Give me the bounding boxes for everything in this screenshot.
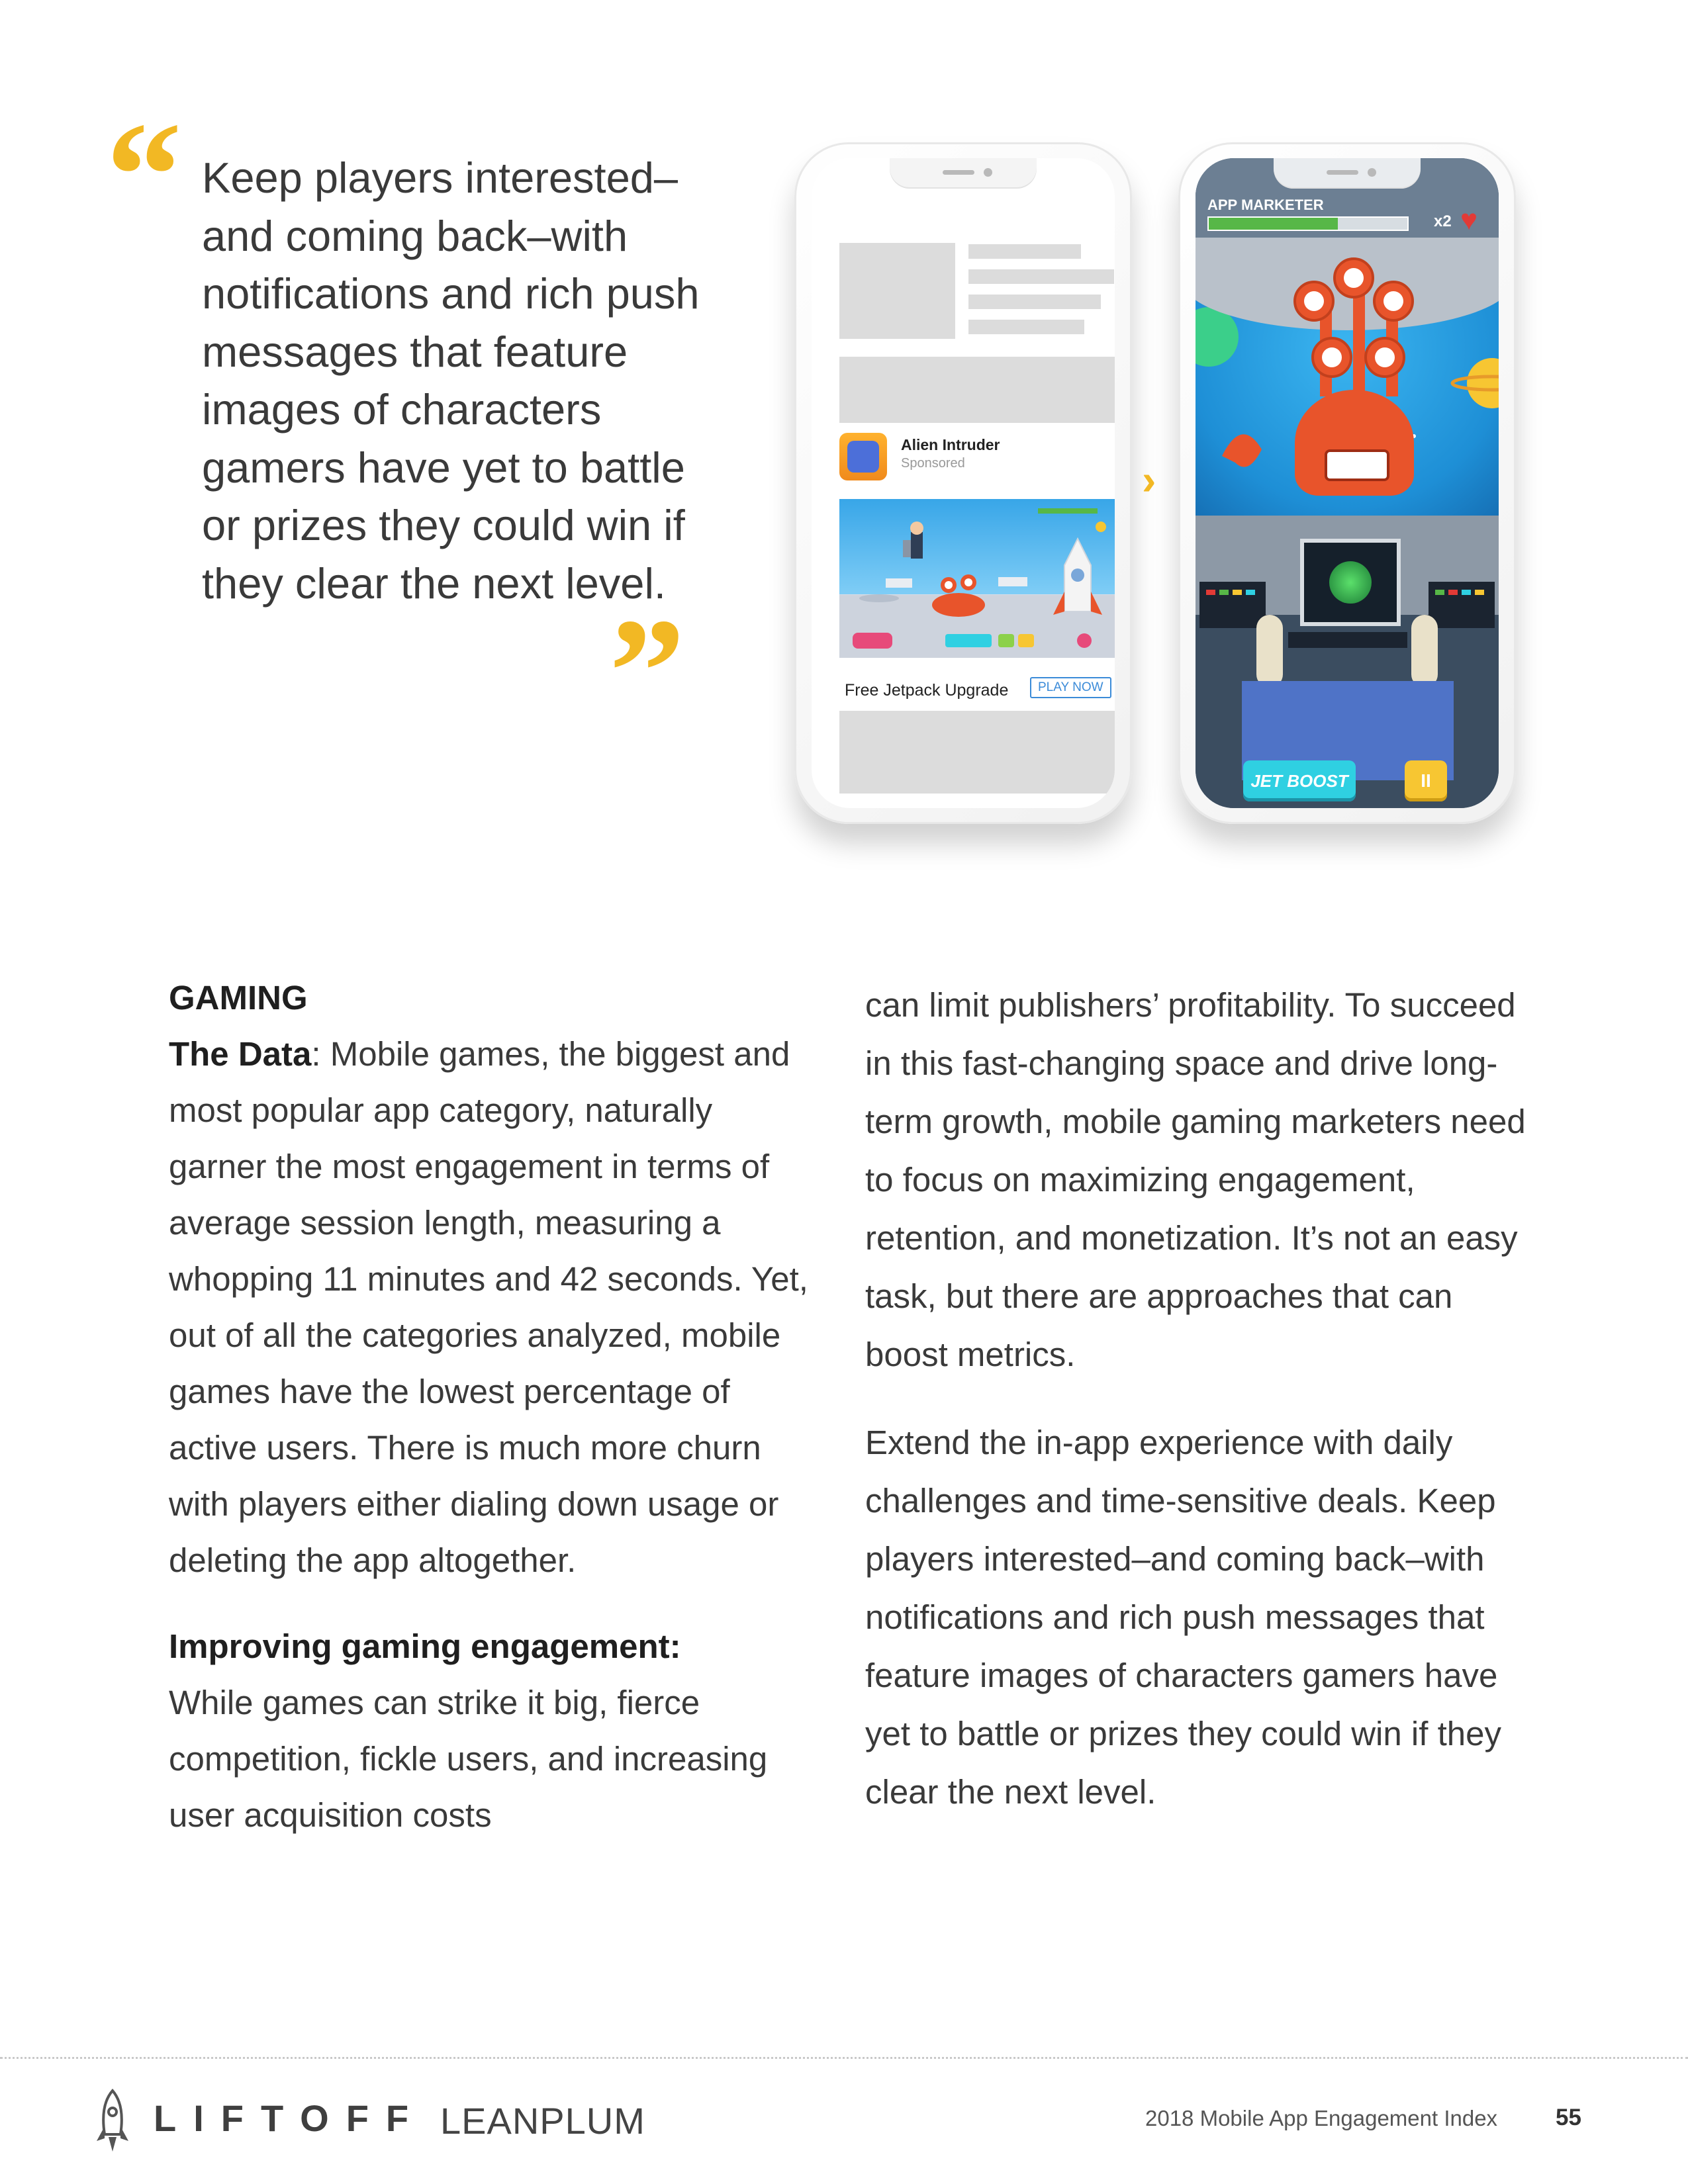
data-lead: The Data <box>169 1035 312 1073</box>
placeholder-line <box>968 244 1081 259</box>
phone-screen-game <box>1196 158 1499 808</box>
ad-caption: Free Jetpack Upgrade <box>845 681 1009 700</box>
data-paragraph <box>169 1026 814 1588</box>
phone-notch <box>890 158 1037 189</box>
control-lever <box>1411 615 1438 688</box>
leanplum-logo: LEANPLUM <box>440 2100 645 2142</box>
health-bar-fill <box>1209 218 1338 230</box>
section-title: GAMING <box>169 979 308 1017</box>
improve-body-part1: While games can strike it big, fierce competition, fickle users, and increasing user acquisition costs <box>169 1684 768 1834</box>
improve-paragraph <box>169 1618 814 1843</box>
ad-app-name: Alien Intruder <box>901 436 1000 453</box>
game-hud <box>1196 158 1499 238</box>
article-column-left <box>169 970 814 1843</box>
phone-notch <box>1274 158 1421 189</box>
heart-icon: ♥ <box>1460 204 1478 236</box>
alien-eye <box>1293 281 1335 322</box>
alien-eye <box>1364 337 1405 378</box>
article-column-right <box>865 976 1534 1821</box>
liftoff-logo: LIFTOFF <box>154 2097 426 2139</box>
phone-mockup-ad <box>794 142 1132 824</box>
extend-paragraph: Extend the in-app experience with daily challenges and time-sensitive deals. Keep players interested–and coming back–with notifications and rich push messages that feature images of characters gamers have yet to battle or prizes they could win if they clear the next level. <box>865 1424 1501 1811</box>
game-scene <box>1196 158 1499 808</box>
jet-boost-button[interactable]: JET BOOST <box>1243 760 1356 801</box>
page-number: 55 <box>1556 2105 1581 2130</box>
placeholder-block <box>839 357 1115 423</box>
improve-heading: Improving gaming engagement: <box>169 1627 681 1665</box>
improve-body-part2: can limit publishers’ profitability. To succeed in this fast-changing space and drive long-term growth, mobile gaming marketers need to focus on maximizing engagement, retention, and monetization. It’s not an easy task, but there are approaches that can boost metrics. <box>865 986 1526 1373</box>
pull-quote: Keep players interested–and coming back–with notifications and rich push messages that feature images of characters gamers have yet to battle or prizes they could win if they clear the next level. <box>202 154 700 608</box>
placeholder-line <box>968 269 1114 284</box>
alien-eye <box>1333 257 1374 298</box>
rocket-logo-icon <box>93 2088 132 2154</box>
control-panels-illustration <box>1196 569 1499 648</box>
game-scene-illustration <box>839 499 1115 658</box>
ad-banner-image[interactable] <box>839 499 1115 658</box>
alien-eye <box>1311 337 1352 378</box>
close-quote-mark: ” <box>609 587 685 756</box>
health-bar <box>1207 216 1409 231</box>
placeholder-line <box>968 320 1084 334</box>
phone-mockup-game <box>1178 142 1516 824</box>
pause-button[interactable]: II <box>1405 760 1447 801</box>
ad-sponsored-label: Sponsored <box>901 456 965 471</box>
hud-label: APP MARKETER <box>1207 197 1324 213</box>
data-body: : Mobile games, the biggest and most popular app category, naturally garner the most engagement in terms of average session length, measuring a whopping 11 minutes and 42 seconds. Yet, out of all the categories analyzed, mobile games have the lowest percentage of active users. There is much more churn with players either dialing down usage or deleting the app altogether. <box>169 1035 808 1579</box>
open-quote-mark: “ <box>106 91 182 259</box>
chevron-right-icon: › <box>1142 456 1156 504</box>
footer-divider <box>0 2057 1688 2059</box>
phone-screen-ad <box>812 158 1115 808</box>
lives-count: x2 <box>1434 212 1452 230</box>
alien-mouth <box>1325 449 1389 481</box>
placeholder-block <box>839 711 1115 794</box>
app-icon[interactable] <box>839 433 887 480</box>
placeholder-line <box>968 295 1101 309</box>
placeholder-image <box>839 243 955 339</box>
alien-eye <box>1373 281 1414 322</box>
report-title: 2018 Mobile App Engagement Index <box>1145 2106 1498 2130</box>
control-lever <box>1256 615 1283 688</box>
play-now-button[interactable]: PLAY NOW <box>1030 677 1111 698</box>
